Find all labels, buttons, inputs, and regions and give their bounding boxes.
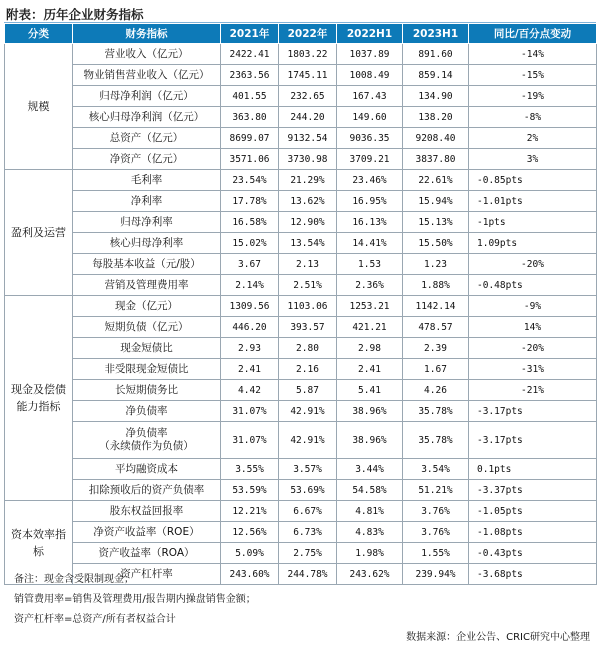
value-2022-cell: 244.78% — [279, 564, 337, 585]
change-cell: -3.37pts — [469, 480, 597, 501]
change-cell: -1.01pts — [469, 191, 597, 212]
value-2021-cell: 446.20 — [221, 317, 279, 338]
value-2022-cell: 393.57 — [279, 317, 337, 338]
value-2022h1-cell: 149.60 — [337, 107, 403, 128]
metric-label: 净利率 — [130, 194, 163, 207]
table-row — [5, 107, 597, 128]
value-2022h1-cell: 1.53 — [337, 254, 403, 275]
value-2021-cell: 3571.06 — [221, 149, 279, 170]
value-2023h1-cell: 1.67 — [403, 359, 469, 380]
value-2022h1-cell: 243.62% — [337, 564, 403, 585]
change-cell: -15% — [469, 65, 597, 86]
change-cell: 1.09pts — [469, 233, 597, 254]
value-2022-cell: 6.67% — [279, 501, 337, 522]
metric-label-note: （永续债作为负债） — [99, 440, 194, 452]
change-cell: -1.05pts — [469, 501, 597, 522]
value-2023h1-cell: 3.76% — [403, 522, 469, 543]
category-cell: 现金及偿债能力指标 — [5, 296, 73, 501]
value-2021-cell: 2363.56 — [221, 65, 279, 86]
value-2023h1-cell: 134.90 — [403, 86, 469, 107]
value-2021-cell: 5.09% — [221, 543, 279, 564]
metric-cell — [73, 128, 221, 149]
value-2021-cell: 2.93 — [221, 338, 279, 359]
table-row — [5, 401, 597, 422]
value-2022h1-cell: 54.58% — [337, 480, 403, 501]
metric-cell — [73, 212, 221, 233]
value-2022h1-cell: 1037.89 — [337, 44, 403, 65]
note-line: 备注：现金含受限制现金； — [14, 574, 134, 585]
change-cell: -1pts — [469, 212, 597, 233]
metric-label: 每股基本收益（元/股） — [92, 257, 201, 270]
change-cell: -20% — [469, 338, 597, 359]
value-2023h1-cell: 891.60 — [403, 44, 469, 65]
table-body — [5, 44, 597, 585]
table-row — [5, 191, 597, 212]
value-2022h1-cell: 4.81% — [337, 501, 403, 522]
change-cell: -9% — [469, 296, 597, 317]
change-cell: -8% — [469, 107, 597, 128]
value-2023h1-cell: 35.78% — [403, 401, 469, 422]
value-2021-cell: 31.07% — [221, 422, 279, 459]
metric-cell — [73, 380, 221, 401]
metric-label: 营销及管理费用率 — [104, 278, 189, 291]
value-2021-cell: 243.60% — [221, 564, 279, 585]
metric-label: 扣除预收后的资产负债率 — [88, 483, 205, 496]
value-2022-cell: 1103.06 — [279, 296, 337, 317]
value-2022h1-cell: 4.83% — [337, 522, 403, 543]
change-cell: 0.1pts — [469, 459, 597, 480]
metric-label: 净资产（亿元） — [109, 152, 184, 165]
header-2022: 2022年 — [279, 24, 337, 44]
table-row — [5, 501, 597, 522]
value-2023h1-cell: 3.54% — [403, 459, 469, 480]
change-cell: -3.68pts — [469, 564, 597, 585]
header-2022h1: 2022H1 — [337, 24, 403, 44]
value-2021-cell: 4.42 — [221, 380, 279, 401]
metric-cell — [73, 107, 221, 128]
metric-label: 物业销售营业收入（亿元） — [83, 68, 210, 81]
metric-label: 核心归母净利润（亿元） — [88, 110, 205, 123]
change-cell: 3% — [469, 149, 597, 170]
table-row — [5, 128, 597, 149]
value-2022h1-cell: 23.46% — [337, 170, 403, 191]
value-2021-cell: 1309.56 — [221, 296, 279, 317]
metric-cell — [73, 44, 221, 65]
metric-cell — [73, 359, 221, 380]
metric-label: 归母净利率 — [120, 215, 173, 228]
value-2021-cell: 2.41 — [221, 359, 279, 380]
value-2022-cell: 2.51% — [279, 275, 337, 296]
value-2022-cell: 1803.22 — [279, 44, 337, 65]
financial-table — [4, 23, 597, 585]
table-row — [5, 86, 597, 107]
category-cell: 规模 — [5, 44, 73, 170]
table-row — [5, 296, 597, 317]
table-row — [5, 522, 597, 543]
metric-label: 净负债率 — [125, 427, 168, 439]
value-2021-cell: 2422.41 — [221, 44, 279, 65]
value-2023h1-cell: 22.61% — [403, 170, 469, 191]
value-2021-cell: 16.58% — [221, 212, 279, 233]
metric-cell — [73, 86, 221, 107]
value-2022h1-cell: 1253.21 — [337, 296, 403, 317]
change-cell: -20% — [469, 254, 597, 275]
change-cell: -3.17pts — [469, 422, 597, 459]
value-2023h1-cell: 9208.40 — [403, 128, 469, 149]
value-2022h1-cell: 167.43 — [337, 86, 403, 107]
metric-cell — [73, 422, 221, 459]
value-2022h1-cell: 2.98 — [337, 338, 403, 359]
value-2022-cell: 5.87 — [279, 380, 337, 401]
metric-cell — [73, 401, 221, 422]
value-2022-cell: 12.90% — [279, 212, 337, 233]
value-2022-cell: 3730.98 — [279, 149, 337, 170]
change-cell: -31% — [469, 359, 597, 380]
value-2021-cell: 363.80 — [221, 107, 279, 128]
value-2022-cell: 9132.54 — [279, 128, 337, 149]
metric-cell — [73, 501, 221, 522]
value-2022h1-cell: 1.98% — [337, 543, 403, 564]
table-row — [5, 338, 597, 359]
value-2022-cell: 21.29% — [279, 170, 337, 191]
value-2023h1-cell: 478.57 — [403, 317, 469, 338]
metric-cell — [73, 522, 221, 543]
note-line: 销管费用率=销售及管理费用/报告期内操盘销售金额； — [14, 594, 256, 605]
value-2023h1-cell: 1.55% — [403, 543, 469, 564]
metric-cell — [73, 254, 221, 275]
value-2022h1-cell: 1008.49 — [337, 65, 403, 86]
table-row — [5, 65, 597, 86]
value-2022-cell: 42.91% — [279, 422, 337, 459]
value-2022h1-cell: 3709.21 — [337, 149, 403, 170]
metric-cell — [73, 459, 221, 480]
change-cell: -21% — [469, 380, 597, 401]
value-2021-cell: 17.78% — [221, 191, 279, 212]
value-2022-cell: 6.73% — [279, 522, 337, 543]
value-2023h1-cell: 2.39 — [403, 338, 469, 359]
value-2022h1-cell: 2.41 — [337, 359, 403, 380]
value-2023h1-cell: 35.78% — [403, 422, 469, 459]
value-2021-cell: 23.54% — [221, 170, 279, 191]
value-2021-cell: 401.55 — [221, 86, 279, 107]
change-cell: -0.48pts — [469, 275, 597, 296]
metric-label: 非受限现金短债比 — [104, 362, 189, 375]
value-2022-cell: 13.54% — [279, 233, 337, 254]
value-2021-cell: 12.56% — [221, 522, 279, 543]
value-2022h1-cell: 3.44% — [337, 459, 403, 480]
value-2022-cell: 2.80 — [279, 338, 337, 359]
header-2023h1: 2023H1 — [403, 24, 469, 44]
change-cell: -0.43pts — [469, 543, 597, 564]
metric-cell — [73, 338, 221, 359]
value-2022-cell: 53.69% — [279, 480, 337, 501]
metric-label: 平均融资成本 — [115, 462, 178, 475]
value-2023h1-cell: 15.50% — [403, 233, 469, 254]
value-2021-cell: 12.21% — [221, 501, 279, 522]
metric-cell — [73, 317, 221, 338]
change-cell: 2% — [469, 128, 597, 149]
page-title: 附表：历年企业财务指标 — [6, 7, 144, 22]
header-category: 分类 — [5, 24, 73, 44]
value-2022-cell: 13.62% — [279, 191, 337, 212]
metric-label: 毛利率 — [130, 173, 163, 186]
metric-label: 长短期债务比 — [115, 383, 178, 396]
value-2022-cell: 232.65 — [279, 86, 337, 107]
header-metric: 财务指标 — [73, 24, 221, 44]
change-cell: -3.17pts — [469, 401, 597, 422]
notes — [14, 567, 256, 630]
table-row — [5, 422, 597, 459]
value-2022-cell: 2.75% — [279, 543, 337, 564]
metric-cell — [73, 275, 221, 296]
table-row — [5, 233, 597, 254]
value-2022h1-cell: 14.41% — [337, 233, 403, 254]
metric-label: 核心归母净利率 — [109, 236, 184, 249]
value-2022h1-cell: 5.41 — [337, 380, 403, 401]
value-2022h1-cell: 2.36% — [337, 275, 403, 296]
metric-cell — [73, 296, 221, 317]
value-2021-cell: 53.59% — [221, 480, 279, 501]
value-2023h1-cell: 51.21% — [403, 480, 469, 501]
metric-label: 短期负债（亿元） — [104, 320, 189, 333]
metric-label: 总资产（亿元） — [109, 131, 184, 144]
value-2023h1-cell: 138.20 — [403, 107, 469, 128]
metric-label: 营业收入（亿元） — [104, 47, 189, 60]
header-row — [5, 24, 597, 44]
metric-label: 资产收益率（ROA） — [98, 546, 195, 559]
table-row — [5, 317, 597, 338]
table-row — [5, 170, 597, 191]
header-change: 同比/百分点变动 — [469, 24, 597, 44]
value-2022h1-cell: 16.95% — [337, 191, 403, 212]
metric-cell — [73, 65, 221, 86]
value-2022h1-cell: 38.96% — [337, 401, 403, 422]
value-2023h1-cell: 1.88% — [403, 275, 469, 296]
value-2021-cell: 15.02% — [221, 233, 279, 254]
metric-label: 净负债率 — [125, 404, 168, 417]
metric-cell — [73, 543, 221, 564]
value-2023h1-cell: 15.94% — [403, 191, 469, 212]
table-row — [5, 44, 597, 65]
metric-label: 归母净利润（亿元） — [99, 89, 194, 102]
metric-label: 股东权益回报率 — [109, 504, 184, 517]
metric-label: 现金（亿元） — [115, 299, 178, 312]
value-2023h1-cell: 859.14 — [403, 65, 469, 86]
value-2023h1-cell: 15.13% — [403, 212, 469, 233]
change-cell: -19% — [469, 86, 597, 107]
metric-cell — [73, 480, 221, 501]
value-2022h1-cell: 38.96% — [337, 422, 403, 459]
value-2022-cell: 42.91% — [279, 401, 337, 422]
category-cell: 资本效率指标 — [5, 501, 73, 585]
table-row — [5, 275, 597, 296]
category-cell: 盈利及运营 — [5, 170, 73, 296]
table-row — [5, 149, 597, 170]
source-credit: 数据来源：企业公告、CRIC研究中心整理 — [406, 632, 590, 643]
metric-cell — [73, 233, 221, 254]
table-row — [5, 543, 597, 564]
metric-cell — [73, 170, 221, 191]
table-row — [5, 254, 597, 275]
value-2022-cell: 2.16 — [279, 359, 337, 380]
metric-label: 净资产收益率（ROE） — [93, 525, 200, 538]
value-2023h1-cell: 3.76% — [403, 501, 469, 522]
value-2021-cell: 2.14% — [221, 275, 279, 296]
change-cell: -0.85pts — [469, 170, 597, 191]
table-row — [5, 359, 597, 380]
value-2023h1-cell: 239.94% — [403, 564, 469, 585]
value-2023h1-cell: 1142.14 — [403, 296, 469, 317]
value-2022-cell: 2.13 — [279, 254, 337, 275]
change-cell: -14% — [469, 44, 597, 65]
header-2021: 2021年 — [221, 24, 279, 44]
table-row — [5, 459, 597, 480]
value-2022h1-cell: 9036.35 — [337, 128, 403, 149]
value-2023h1-cell: 3837.80 — [403, 149, 469, 170]
metric-cell — [73, 191, 221, 212]
value-2022-cell: 3.57% — [279, 459, 337, 480]
metric-cell — [73, 149, 221, 170]
value-2021-cell: 3.67 — [221, 254, 279, 275]
note-line: 资产杠杆率=总资产/所有者权益合计 — [14, 614, 176, 625]
value-2023h1-cell: 4.26 — [403, 380, 469, 401]
change-cell: 14% — [469, 317, 597, 338]
value-2022-cell: 244.20 — [279, 107, 337, 128]
table-row — [5, 480, 597, 501]
metric-label: 资产杠杆率 — [120, 567, 173, 580]
value-2021-cell: 8699.07 — [221, 128, 279, 149]
change-cell: -1.08pts — [469, 522, 597, 543]
metric-label: 现金短债比 — [120, 341, 173, 354]
value-2022h1-cell: 421.21 — [337, 317, 403, 338]
value-2023h1-cell: 1.23 — [403, 254, 469, 275]
table-row — [5, 380, 597, 401]
value-2021-cell: 31.07% — [221, 401, 279, 422]
value-2022h1-cell: 16.13% — [337, 212, 403, 233]
value-2022-cell: 1745.11 — [279, 65, 337, 86]
value-2021-cell: 3.55% — [221, 459, 279, 480]
table-row — [5, 212, 597, 233]
